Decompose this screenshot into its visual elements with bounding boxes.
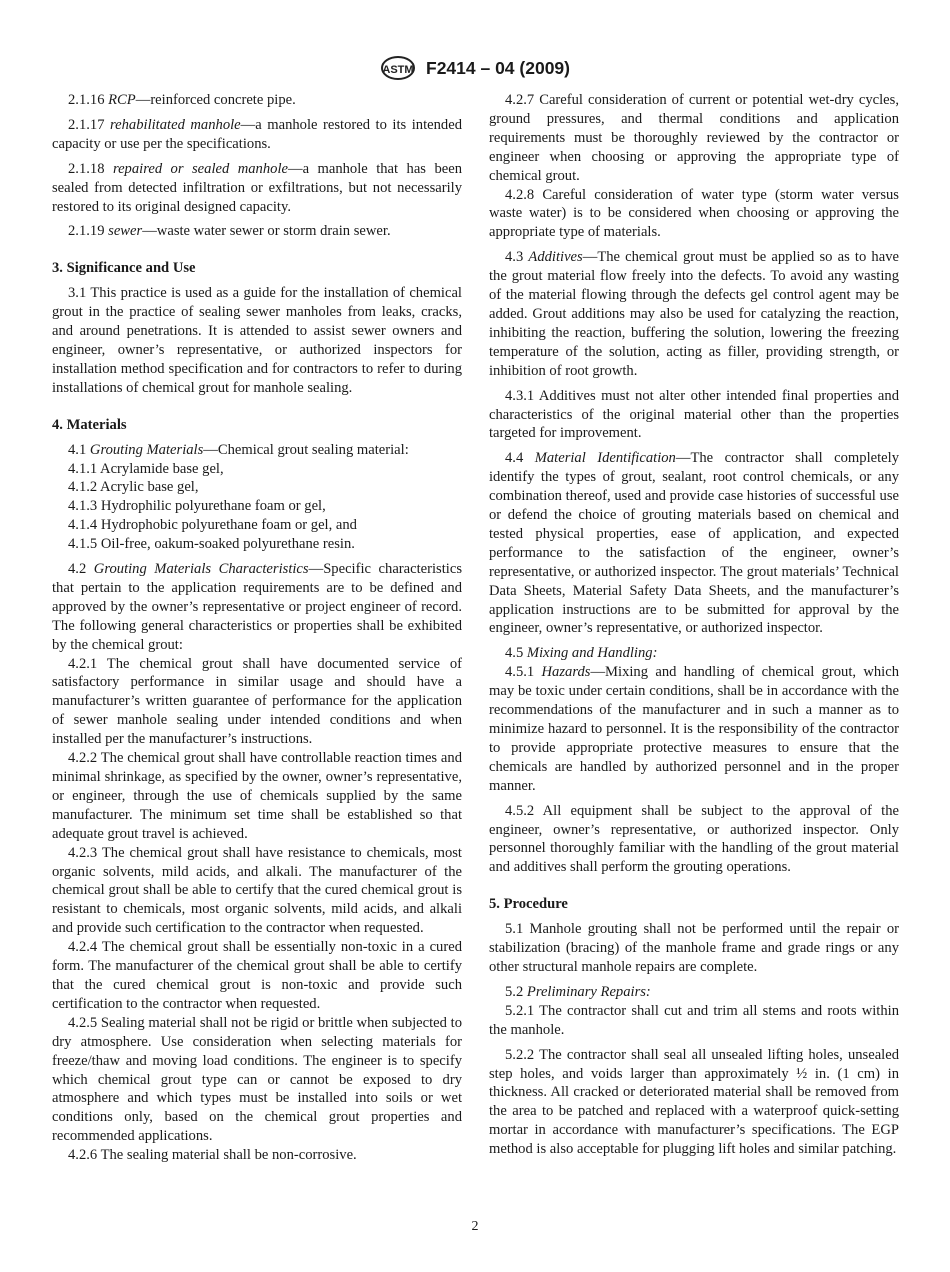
paragraph-text: This practice is used as a guide for the installation of chemical grout in the practice of sealing sewer manholes from leaks, cracks, and around penetrations. It is attended to assist sewer owners and engineer, owner’s representative, or authorized inspectors for installation method specification and for contractors to refer to during installations of chemical grout for manhole sealing. <box>52 285 462 396</box>
paragraph-term: rehabilitated manhole <box>110 116 241 133</box>
paragraph-term: RCP <box>108 92 136 108</box>
page-number: 2 <box>471 1219 479 1234</box>
section-heading: 5. Procedure <box>489 896 568 913</box>
paragraph-number: 2.1.19 <box>68 223 105 240</box>
page-header <box>0 55 950 85</box>
paragraph-term: Preliminary Repairs: <box>526 983 651 1000</box>
paragraph <box>489 248 899 380</box>
paragraph-text: The chemical grout shall have resistance to chemicals, most organic solvents, mild acids, and alkali. The manufacturer of the chemical grout shall be able to certify that the cured chemical grout is resistant to chemicals, most organic solvents, mild acids, and alkali and provide such certification to the contractor when requested. <box>52 844 462 937</box>
paragraph-number: 4.2.1 <box>68 655 98 672</box>
paragraph-number: 2.1.18 <box>68 160 105 177</box>
paragraph-term: repaired or sealed manhole <box>112 160 288 177</box>
paragraph <box>52 938 462 1014</box>
paragraph <box>52 160 462 217</box>
paragraph-term: sewer <box>108 223 143 240</box>
paragraph <box>52 655 462 750</box>
paragraph <box>52 560 462 655</box>
paragraph <box>52 91 462 110</box>
paragraph-text: Careful consideration of water type (storm water versus waste water) is to be considered when choosing or approving the appropriate type of materials. <box>489 186 899 241</box>
paragraph-text: —The chemical grout must be applied so as to have the grout material flow freely into the defects. To avoid any wasting of the material flowing through the defects gel control agent may be added. Grout additions may also be used for catalyzing the reaction, inhibiting the reaction, buffering the solution, lowering the freezing temperature of the solution, acting as filler, providing strength, or inhibition of root growth. <box>489 249 899 379</box>
svg-text:ASTM: ASTM <box>382 64 414 76</box>
paragraph-text: The chemical grout shall have controllable reaction times and minimal shrinkage, as specified by the owner, owner’s representative, or engineer, through the use of chemicals supplied by the same manufacturer. The minimum set time shall be established so that adequate grout travel is achieved. <box>52 750 462 842</box>
paragraph <box>489 1046 899 1159</box>
paragraph-text: The chemical grout shall have documented service of satisfactory performance in similar usage and should have a manufacturer’s written guarantee of performance for the application of sewer manhole sealing under intended conditions and when installed per the manufacturer’s instructions. <box>52 655 462 748</box>
paragraph-text: —Specific characteristics that pertain to the application requirements are to be defined and approved by the owner’s representative or project engineer of record. The following general characteristics or properties shall be exhibited by the chemical grout: <box>52 561 462 653</box>
paragraph <box>52 516 462 535</box>
section-heading: 3. Significance and Use <box>52 260 196 277</box>
paragraph-text: —a manhole restored to its intended capacity or use per the specifications. <box>52 116 462 152</box>
astm-logo-icon <box>380 55 416 81</box>
paragraph <box>489 663 899 795</box>
paragraph-number: 4.2.8 <box>505 186 535 203</box>
paragraph-text: The contractor shall seal all unsealed lifting holes, unsealed step holes, and voids larger than approximately ½ in. (1 cm) in thickness. All cracked or deteriorated material shall be removed from the area to be patched and replaced with a waterproof quick-setting mortar in accordance with manufacturer’s specifications. The EGP method is also acceptable for plugging lift holes and similar patching. <box>489 1046 900 1158</box>
paragraph-number: 4.5 <box>505 645 524 662</box>
paragraph <box>489 91 899 186</box>
paragraph-number: 4.5.1 <box>505 664 535 681</box>
paragraph-number: 4.1.3 <box>68 498 98 515</box>
paragraph <box>489 802 899 878</box>
paragraph-text: The contractor shall cut and trim all stems and roots within the manhole. <box>489 1002 900 1038</box>
paragraph-number: 5.2.1 <box>505 1002 535 1019</box>
paragraph-text: The sealing material shall be non-corrosive. <box>100 1147 357 1164</box>
paragraph-text: Hydrophobic polyurethane foam or gel, and <box>100 517 357 534</box>
section-heading: 4. Materials <box>52 416 127 433</box>
paragraph <box>52 497 462 516</box>
paragraph <box>52 116 462 154</box>
paragraph <box>489 449 899 638</box>
paragraph <box>489 186 899 243</box>
paragraph-text: All equipment shall be subject to the approval of the engineer, owner’s representative, or authorized inspector. Only personnel thoroughly familiar with the handling of the grout material and additives shall perform the grouting operations. <box>489 802 900 876</box>
paragraph-number: 4.2.2 <box>68 750 98 767</box>
paragraph-text: Manhole grouting shall not be performed until the repair or stabilization (bracing) of the manhole frame and grade rings or any other structural manhole repairs are complete. <box>489 921 899 975</box>
paragraph-number: 4.5.2 <box>505 802 535 819</box>
paragraph-number: 5.2.2 <box>505 1046 535 1063</box>
paragraph-number: 4.1.4 <box>68 517 98 534</box>
paragraph-text: —Chemical grout sealing material: <box>203 441 409 458</box>
paragraph <box>52 478 462 497</box>
paragraph-number: 4.2.5 <box>68 1014 98 1031</box>
paragraph <box>489 387 899 444</box>
paragraph-number: 4.1.1 <box>68 460 98 477</box>
paragraph-term: Hazards <box>541 664 591 681</box>
paragraph-number: 5.1 <box>505 921 524 938</box>
paragraph <box>52 749 462 844</box>
paragraph <box>52 222 462 241</box>
paragraph-text: Acrylic base gel, <box>100 479 199 496</box>
paragraph-term: Additives <box>528 249 583 266</box>
paragraph-number: 4.1 <box>68 441 87 458</box>
left-column <box>52 91 462 1165</box>
paragraph-text: Oil-free, oakum-soaked polyurethane resin. <box>100 536 355 553</box>
paragraph-number: 4.2.3 <box>68 844 98 861</box>
paragraph-term: Grouting Materials Characteristics <box>93 561 309 578</box>
paragraph <box>52 441 462 460</box>
paragraph-number: 4.2 <box>68 561 87 578</box>
paragraph-number: 4.2.7 <box>505 92 535 108</box>
paragraph-number: 5.2 <box>505 983 524 1000</box>
standard-designation: F2414 – 04 (2009) <box>426 57 570 78</box>
paragraph <box>52 535 462 554</box>
paragraph <box>52 460 462 479</box>
paragraph-number: 2.1.17 <box>68 116 105 133</box>
paragraph-text: Careful consideration of current or potential wet-dry cycles, ground pressures, and thermal conditions and application requirements must be thoroughly reviewed by the contractor or engineer when choosing or approving the appropriate type of chemical grout. <box>489 92 899 184</box>
paragraph-term: Mixing and Handling: <box>526 645 658 662</box>
paragraph-number: 4.3 <box>505 249 524 266</box>
paragraph <box>52 284 462 397</box>
paragraph-number: 4.1.5 <box>68 536 98 553</box>
paragraph-number: 2.1.16 <box>68 92 105 108</box>
paragraph-text: —waste water sewer or storm drain sewer. <box>142 223 391 240</box>
right-column <box>489 91 899 1159</box>
paragraph-number: 3.1 <box>68 285 87 302</box>
paragraph-text: —reinforced concrete pipe. <box>135 92 296 108</box>
paragraph-text: —The contractor shall completely identify the types of grout, sealant, root control chemicals, or any combination thereof, used and provide case histories of successful use or defend the choice of grouting materials based on chemical and tested physical properties, ease of application, and expected performance to the satisfaction of the engineer, owner’s representative, or authorized inspector. The grout materials’ Technical Data Sheets, Material Safety Data Sheets, and the manufacturer’s application instructions are to be submitted for approval by the engineer, owner’s representative, or authorized inspector. <box>489 450 899 637</box>
paragraph-text: Sealing material shall not be rigid or brittle when subjected to dry atmosphere. Use consideration when selecting materials for freeze/thaw and moving load conditions. The engineer is to specify which chemical grout type can or cannot be exposed to dry atmosphere and which types must be installed into soils or wet conditions only, based on the chemical grout properties and recommended applications. <box>52 1014 462 1145</box>
paragraph <box>52 844 462 939</box>
paragraph-term: Material Identification <box>534 450 676 467</box>
paragraph-text: The chemical grout shall be essentially non-toxic in a cured form. The manufacturer of the chemical grout shall be able to certify that the cured chemical grout is non-toxic and provide such certification to the contractor when requested. <box>52 939 462 1012</box>
paragraph-number: 4.4 <box>505 450 524 467</box>
paragraph-text: Additives must not alter other intended final properties and characteristics of the original material other than the properties targeted for improvement. <box>489 387 899 442</box>
paragraph <box>489 920 899 977</box>
paragraph-number: 4.2.4 <box>68 939 98 956</box>
paragraph-text: —a manhole that has been sealed from detected infiltration or exfiltrations, but not necessarily restored to its original designed capacity. <box>52 160 462 215</box>
paragraph-text: Hydrophilic polyurethane foam or gel, <box>100 498 326 515</box>
paragraph-number: 4.2.6 <box>68 1147 98 1164</box>
paragraph-term: Grouting Materials <box>89 441 204 458</box>
paragraph <box>52 1146 462 1165</box>
paragraph <box>489 1002 899 1040</box>
paragraph-text: —Mixing and handling of chemical grout, which may be toxic under certain conditions, shall be in accordance with the recommendations of the manufacturer and in such a manner as to minimize hazard to personnel. It is the responsibility of the contractor to provide appropriate protective measures to ensure that the chemicals are handled by authorized personnel and in the proper manner. <box>489 664 900 794</box>
paragraph-number: 4.1.2 <box>68 479 98 496</box>
paragraph <box>52 1014 462 1146</box>
paragraph-number: 4.3.1 <box>505 387 535 404</box>
paragraph <box>489 644 899 663</box>
paragraph-text: Acrylamide base gel, <box>100 460 224 477</box>
paragraph <box>489 983 899 1002</box>
